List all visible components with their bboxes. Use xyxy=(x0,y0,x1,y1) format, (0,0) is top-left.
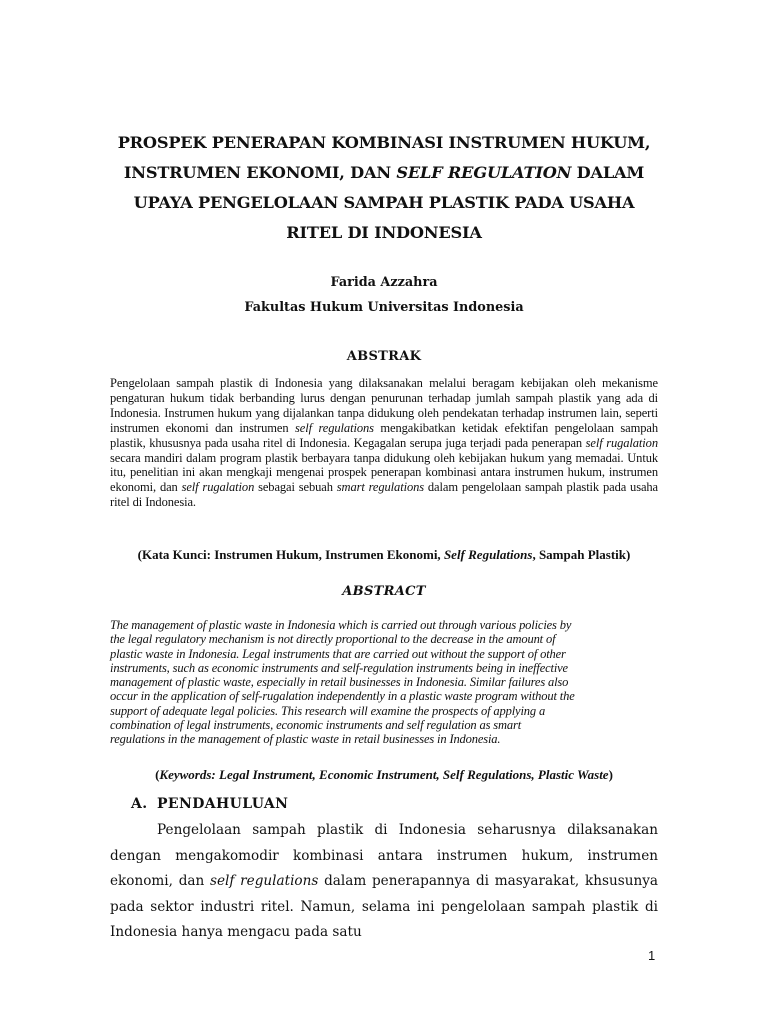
abstract-line: the legal regulatory mechanism is not directly proportional to the decrease in the amount of xyxy=(110,632,556,647)
abstrak-body: Pengelolaan sampah plastik di Indonesia yang dilaksanakan melalui beragam kebijakan oleh mekanisme pengaturan hukum tidak berbanding lurus dengan penurunan terhadap jumlah sampah plastik yang ada di Indonesia. Instrumen hukum yang dijalankan tanpa didukung oleh pendekatan terhadap instrumen lain, seperti instrumen ekonomi dan instrumen self regulations mengakibatkan ketidak efektifan pengelolaan sampah plastik, khususnya pada usaha ritel di Indonesia. Kegagalan serupa juga terjadi pada penerapan self rugalation secara mandiri dalam program plastik berbayara tanpa didukung oleh kebijakan hukum yang memadai. Untuk itu, penelitian ini akan mengkaji mengenai prospek penerapan kombinasi antara instrumen hukum, instrumen ekonomi, dan self rugalation sebagai sebuah smart regulations dalam pengelolaan sampah plastik pada usaha ritel di Indonesia. xyxy=(110,376,659,510)
abstract-line: combination of legal instruments, economic instruments and self regulation as smart xyxy=(110,718,522,733)
section-heading: A. PENDAHULUAN xyxy=(131,796,289,812)
abstract-line: management of plastic waste, especially in retail businesses in Indonesia. Similar failures also xyxy=(110,675,569,690)
abstract-line: instruments, such as economic instruments and self-regulation instruments being in ineffective xyxy=(110,660,568,675)
abstrak-heading: ABSTRAK xyxy=(346,349,422,364)
section-body xyxy=(110,818,658,946)
abstract-heading: ABSTRACT xyxy=(342,584,426,599)
page-number: 1 xyxy=(648,948,656,963)
paper-title xyxy=(110,128,658,248)
kata-kunci: (Kata Kunci: Instrumen Hukum, Instrumen Ekonomi, Self Regulations, Sampah Plastik) xyxy=(137,547,631,562)
title-line: RITEL DI INDONESIA xyxy=(286,223,482,242)
body-paragraph: Pengelolaan sampah plastik di Indonesia seharusnya dilaksanakan dengan mengakomodir kombinasi antara instrumen hukum, instrumen ekonomi, dan self regulations dalam penerapannya di masyarakat, khsusunya pada sektor industri ritel. Namun, selama ini pengelolaan sampah plastik di Indonesia hanya mengacu pada satu xyxy=(110,822,658,940)
title-line: PROSPEK PENERAPAN KOMBINASI INSTRUMEN HUKUM, xyxy=(117,133,651,152)
keywords: (Keywords: Legal Instrument, Economic Instrument, Self Regulations, Plastic Waste) xyxy=(155,767,613,782)
author-name: Farida Azzahra xyxy=(330,275,438,290)
abstract-line: plastic waste in Indonesia. Legal instruments that are carried out without the support of other xyxy=(110,646,566,661)
author-affiliation: Fakultas Hukum Universitas Indonesia xyxy=(244,300,524,315)
abstract-body xyxy=(110,618,658,747)
title-line: INSTRUMEN EKONOMI, DAN SELF REGULATION DALAM xyxy=(123,163,645,182)
abstract-line: occur in the application of self-rugalation independently in a plastic waste program without the xyxy=(110,689,575,704)
title-line: UPAYA PENGELOLAAN SAMPAH PLASTIK PADA USAHA xyxy=(133,193,635,212)
abstract-line: The management of plastic waste in Indonesia which is carried out through various policies by xyxy=(110,618,572,632)
abstract-line: regulations in the management of plastic waste in retail businesses in Indonesia. xyxy=(110,732,501,747)
abstract-line: support of adequate legal policies. This research will examine the prospects of applying a xyxy=(110,703,546,718)
